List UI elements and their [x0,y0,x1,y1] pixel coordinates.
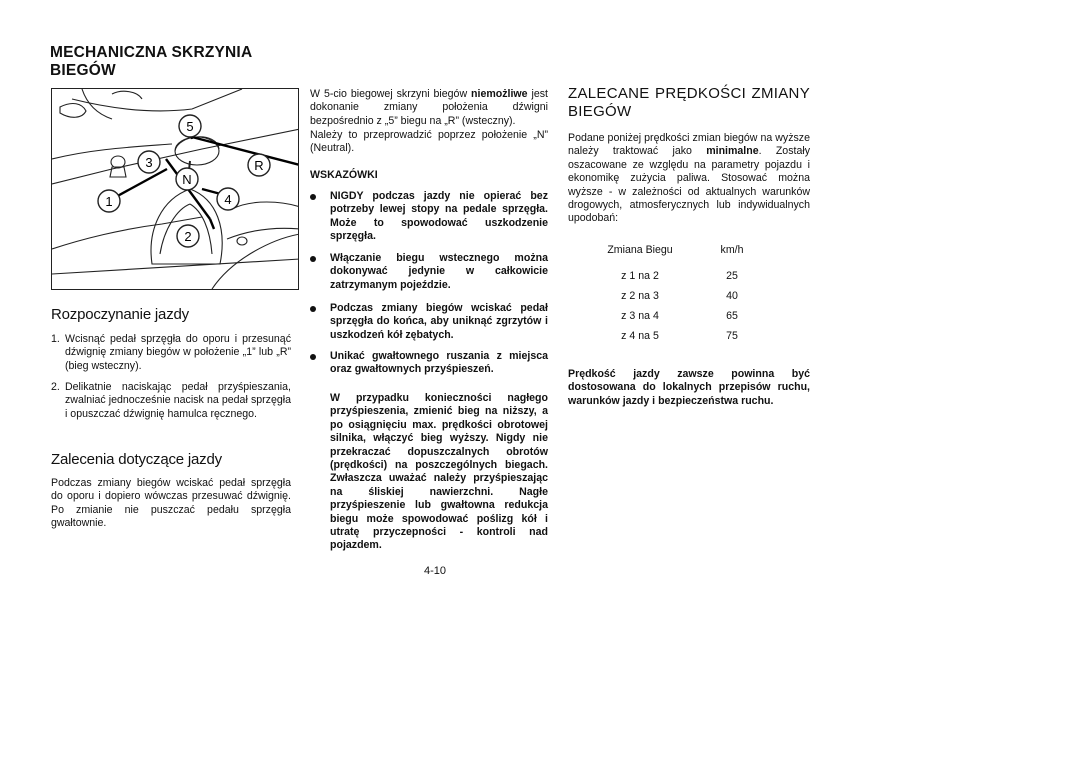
tip-text: Podczas zmiany biegów wciskać pedał sprzęgła do końca, aby uniknąć zgrzytów i uszkodzeń kół zębatych. [330,302,548,341]
figure-label-n: N [182,172,192,187]
intro-paragraph [310,88,548,128]
list-number: 2. [51,381,60,393]
page-number: 4-10 [424,565,447,577]
speed-value: 75 [726,330,738,342]
list-item [51,381,291,436]
intro-paragraph-2: Należy to przeprowadzić poprzez położenie „N” (Neutral). [310,129,548,155]
driving-tips-text: Podczas zmiany biegów wciskać pedał sprzęgła do oporu i dopiero wówczas przesuwać dźwignię. Po zmianie nie puszczać pedału sprzęgła gwałtownie. [51,477,291,530]
table-header-row [592,244,762,264]
column-header-kmh: km/h [720,244,744,256]
section-title-starting: Rozpoczynanie jazdy [51,306,189,323]
figure-label-2: 2 [184,229,192,244]
gear-change: z 3 na 4 [621,310,659,322]
title-line-1: MECHANICZNA SKRZYNIA [50,44,253,61]
tip-text: Unikać gwałtownego ruszania z miejsca oraz gwałtownych przyśpieszeń. [330,350,548,376]
table-row [592,310,762,330]
acceleration-warning: W przypadku konieczności nagłego przyśpieszenia, zmienić bieg na niższy, a po osiągnięciu max. prędkości obrotowej silnika, włączyć bieg wyższy. Nigdy nie przekraczać dopuszczalnych obrotów (prędkości) na poszczególnych biegach. Zwłaszcza uważać należy przyśpieszając na śliskiej nawierzchni. Nagłe przyśpieszenie lub gwałtowna redukcja biegu może spowodować poślizg kół i utratę przyczepności - kontroli nad pojazdem. [330,392,548,552]
shift-speeds-paragraph [568,132,810,226]
speeds-text-bold: minimalne [706,145,759,158]
tip-bullet [310,252,548,292]
table-row [592,290,762,310]
page-title [50,44,290,80]
tip-bullet [310,302,548,342]
tip-bullet [310,350,548,378]
shift-speed-table [592,244,762,350]
section-title-driving-tips: Zalecenia dotyczące jazdy [51,451,222,468]
bullet-dot [310,194,316,200]
traffic-rules-note: Prędkość jazdy zawsze powinna być dostosowana do lokalnych przepisów ruchu, warunków jazdy i bezpieczeństwa ruchu. [568,368,810,407]
list-text: Delikatnie naciskając pedał przyśpieszania, zwalniać jednocześnie nacisk na pedał sprzęgła i opuszczać dźwignię hamulca ręcznego. [65,381,291,420]
intro-text-b: jest dokonanie zmiany położenia dźwigni bezpośrednio z „5” biegu na „R” (wsteczny). [310,88,548,127]
speeds-text-a: Podane poniżej prędkości zmian biegów na wyższe należy traktować jako [568,132,810,158]
tips-heading: WSKAZÓWKI [310,169,378,181]
title-line-2: BIEGÓW [50,62,116,79]
tip-bullet [310,190,548,242]
shifter-drawing [52,89,299,290]
bullet-dot [310,354,316,360]
gear-shifter-illustration [51,88,299,290]
bullet-dot [310,256,316,262]
gear-change: z 1 na 2 [621,270,659,282]
column-header-gear: Zmiana Biegu [607,244,673,256]
bullet-dot [310,306,316,312]
intro-bold: niemożliwe [471,88,528,100]
figure-label-4: 4 [224,192,232,207]
gear-change: z 2 na 3 [621,290,659,302]
table-row [592,270,762,290]
figure-label-5: 5 [186,119,194,134]
speed-value: 25 [726,270,738,282]
figure-label-1: 1 [105,194,113,209]
figure-label-r: R [254,158,264,173]
section-title-shift-speeds: ZALECANE PRĘDKOŚCI ZMIANY BIEGÓW [568,85,810,120]
list-number: 1. [51,333,60,345]
speed-value: 65 [726,310,738,322]
list-item [51,333,291,373]
figure-label-3: 3 [145,155,153,170]
tip-text: NIGDY podczas jazdy nie opierać bez potrzeby lewej stopy na pedale sprzęgła. Może to spowodować uszkodzenie sprzęgła. [330,190,548,243]
list-text: Wcisnąć pedał sprzęgła do oporu i przesunąć dźwignię zmiany biegów w położenie „1” lub „R” (bieg wsteczny). [65,333,291,372]
gear-change: z 4 na 5 [621,330,659,342]
speeds-text-b: . Zostały oszacowane ze względu na parametry pojazdu i ekonomikę zużycia paliwa. Stosować można wyższe - w zależności od aktualnych warunków drogowych, atmosferycznych lub indywidualnych upodobań: [568,145,810,225]
tip-text: Włączanie biegu wstecznego można dokonywać jedynie w całkowicie zatrzymanym pojeździe. [330,252,548,291]
table-row [592,330,762,350]
speed-value: 40 [726,290,738,302]
intro-text-a: W 5-cio biegowej skrzyni biegów [310,88,472,100]
